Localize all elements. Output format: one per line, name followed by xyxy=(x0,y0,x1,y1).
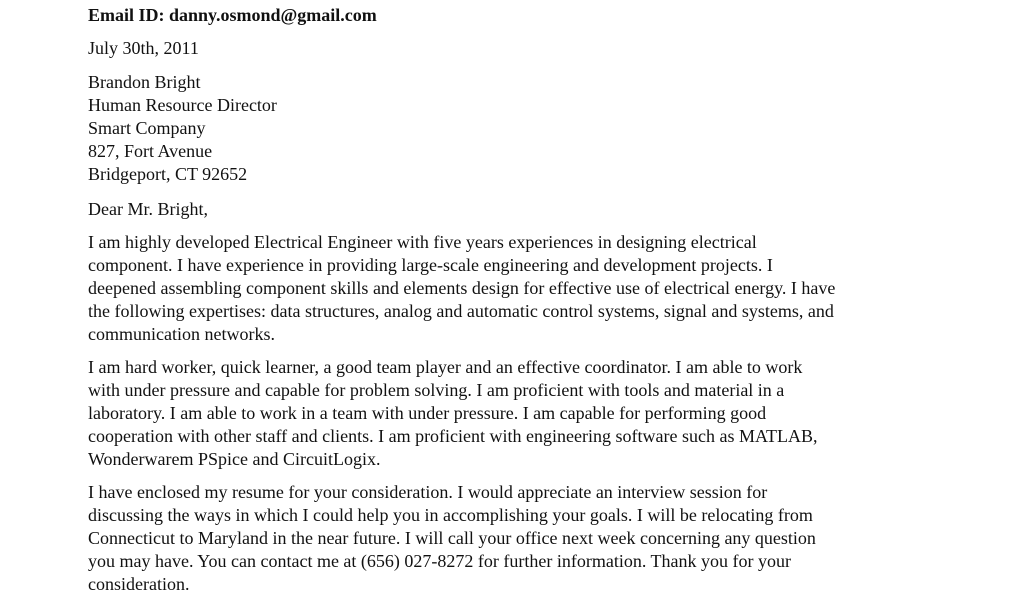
paragraph-1-line: component. I have experience in providing large-scale engineering and development projects. I xyxy=(88,255,773,275)
recipient-name: Brandon Bright xyxy=(88,72,201,92)
recipient-company: Smart Company xyxy=(88,118,206,138)
paragraph-2-line: cooperation with other staff and clients. I am proficient with engineering software such as MATLAB, xyxy=(88,426,818,446)
paragraph-2-line: I am hard worker, quick learner, a good team player and an effective coordinator. I am able to work xyxy=(88,357,803,377)
salutation: Dear Mr. Bright, xyxy=(88,199,208,219)
paragraph-2-line: Wonderwarem PSpice and CircuitLogix. xyxy=(88,449,381,469)
paragraph-3-line: discussing the ways in which I could help you in accomplishing your goals. I will be relocating from xyxy=(88,505,813,525)
paragraph-3-line: I have enclosed my resume for your consideration. I would appreciate an interview session for xyxy=(88,482,768,502)
paragraph-1-line: the following expertises: data structures, analog and automatic control systems, signal and systems, and xyxy=(88,301,834,321)
paragraph-3-line: consideration. xyxy=(88,574,190,594)
letter-date: July 30th, 2011 xyxy=(88,38,199,58)
paragraph-3-line: Connecticut to Maryland in the near future. I will call your office next week concerning any question xyxy=(88,528,816,548)
recipient-street: 827, Fort Avenue xyxy=(88,141,213,161)
recipient-title: Human Resource Director xyxy=(88,95,277,115)
recipient-city: Bridgeport, CT 92652 xyxy=(88,164,248,184)
paragraph-3-line: you may have. You can contact me at (656) 027-8272 for further information. Thank you for your xyxy=(88,551,791,571)
paragraph-1-line: I am highly developed Electrical Engineer with five years experiences in designing electrical xyxy=(88,232,757,252)
paragraph-2-line: laboratory. I am able to work in a team with under pressure. I am capable for performing good xyxy=(88,403,767,423)
paragraph-1-line: communication networks. xyxy=(88,324,275,344)
paragraph-1-line: deepened assembling component skills and elements design for effective use of electrical energy. I have xyxy=(88,278,836,298)
email-line: Email ID: danny.osmond@gmail.com xyxy=(88,5,377,25)
paragraph-2-line: with under pressure and capable for problem solving. I am proficient with tools and material in a xyxy=(88,380,785,400)
